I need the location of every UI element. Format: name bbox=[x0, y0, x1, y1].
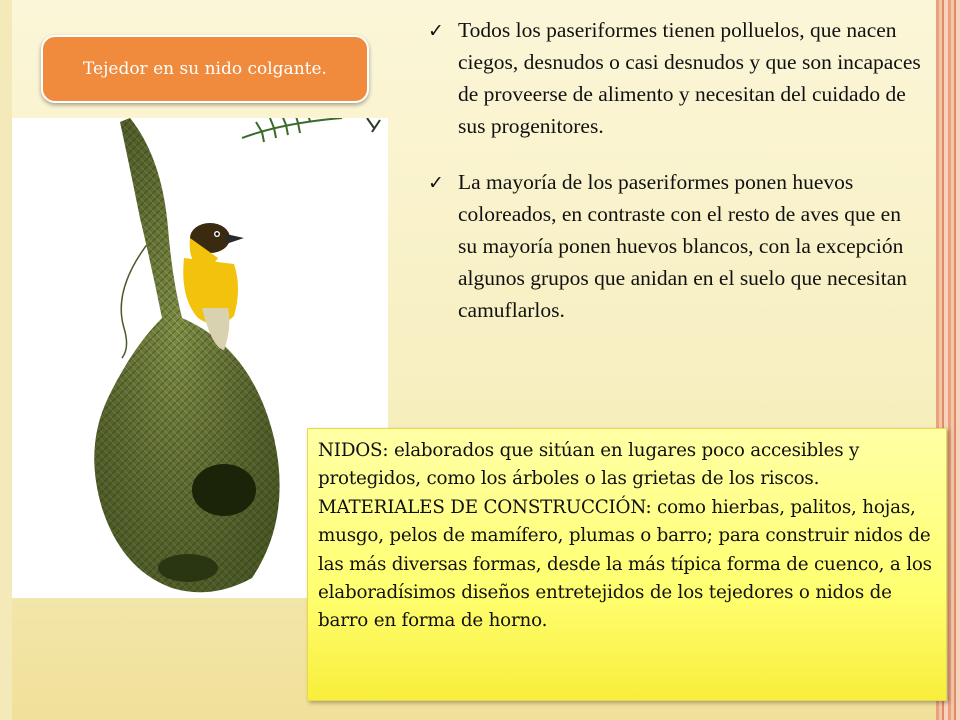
nidos-paragraph: NIDOS: elaborados que sitúan en lugares poco accesibles y protegidos, como los árboles o las grietas de los riscos. bbox=[318, 440, 860, 490]
photo-caption bbox=[41, 35, 369, 103]
bullet-text: La mayoría de los paseriformes ponen huevos coloreados, en contraste con el resto de aves que en su mayoría ponen huevos blancos, con la excepción algunos grupos que anidan en el suelo que necesitan camuflarlos. bbox=[458, 170, 907, 322]
bullet-item bbox=[424, 166, 924, 326]
bullet-item bbox=[424, 14, 924, 142]
checkmark-icon: ✓ bbox=[428, 20, 444, 42]
left-margin bbox=[0, 0, 12, 720]
caption-text: Tejedor en su nido colgante. bbox=[83, 59, 327, 79]
checkmark-icon: ✓ bbox=[428, 172, 444, 194]
nidos-info-box bbox=[307, 428, 947, 701]
bullet-text: Todos los paseriformes tienen polluelos, que nacen ciegos, desnudos o casi desnudos y que son incapaces de proveerse de alimento y necesitan del cuidado de sus progenitores. bbox=[458, 18, 921, 138]
bullet-list bbox=[424, 14, 924, 350]
leaf-sprig bbox=[242, 118, 342, 142]
nest-entrance bbox=[192, 464, 256, 516]
materiales-paragraph: MATERIALES DE CONSTRUCCIÓN: como hierbas, palitos, hojas, musgo, pelos de mamífero, plumas o barro; para construir nidos de las más diversas formas, desde la más típica forma de cuenco, a los elaboradísimos diseños entretejidos de los tejedores o nidos de barro en forma de horno. bbox=[318, 496, 932, 632]
